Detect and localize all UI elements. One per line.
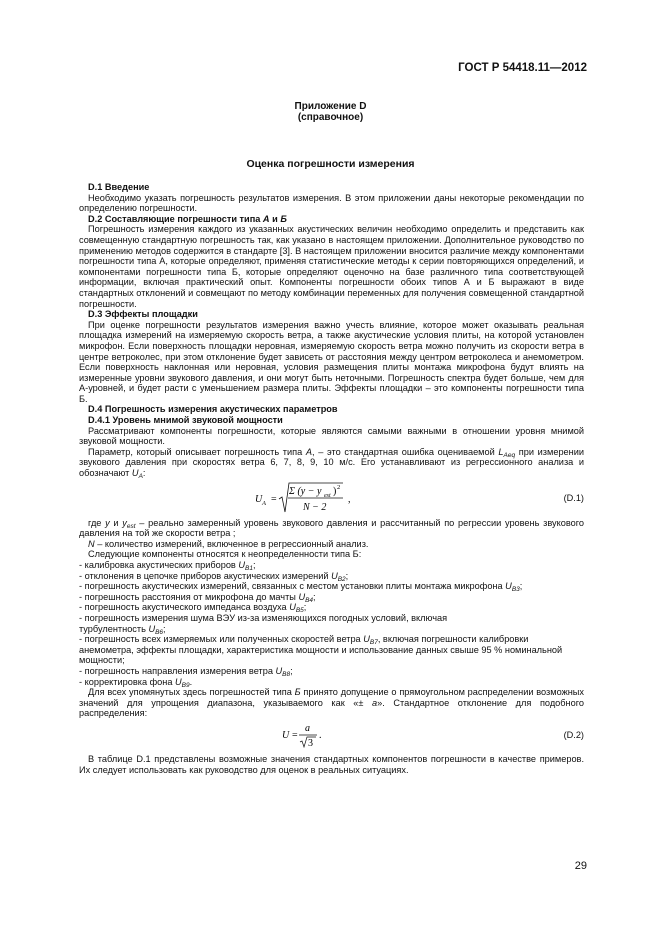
list-item-symbol: U [505,581,512,592]
section-d41-paragraph-2 [79,447,584,479]
section-d41-paragraph-1: Рассматривают компоненты погрешности, которые являются самыми важными в отношении уровня мнимой звуковой мощности. [79,425,584,447]
section-d2-title [79,214,584,225]
list-item-symbol: U [238,560,246,570]
where-n: N [88,538,95,549]
f1-num-end: ) [333,485,337,497]
section-d3-title: D.3 Эффекты площадки [88,309,198,320]
list-item-text: - погрешность измерения шума ВЭУ из-за изменяющихся погодных условий, включая [79,612,448,623]
list-item-symbol: U [298,591,306,602]
document-body [79,182,584,775]
list-item-text: - корректировка фона [79,676,176,687]
f1-num: Σ (y − y [289,485,322,497]
formula-d1-number: (D.1) [563,492,584,503]
list-item-end: ; [290,665,293,676]
d2-title-a: А [262,213,270,224]
list-intro: Следующие компоненты относятся к неопределенности типа Б: [88,549,362,560]
f2-num: a [305,722,310,734]
list-item-symbol-sub: B8 [282,670,291,678]
section-d1-title: D.1 Введение [88,182,150,192]
f2-eq: = [292,729,298,741]
f1-num-sub: est [324,492,331,499]
f1-lhs: U [255,493,263,505]
list-item-symbol-sub: B1 [245,565,253,572]
d41-p2-text-b: , – это стандартная ошибка оцениваемой [312,446,499,457]
list-item-end: ; [163,623,166,634]
d41-p2-text-c: при измерении звукового давления при скоростях ветра 6, 7, 8, 9, 10 м/с. Его устанавливают из регрессионного анализа и обозначают [79,446,584,479]
list-item-symbol: U [275,665,283,676]
f2-tail: . [319,729,322,741]
where-paragraph [79,518,584,539]
list-item [79,560,584,571]
f1-lhs-sub: A [262,499,266,507]
section-d3-paragraph: При оценке погрешности результатов измерения важно учесть влияние, которое может оказывать реальная площадка измерений на измеряемую скорость ветра, а также акустические условия плиты, на которой установлен микрофон. Если поверхность площадки неровная, измеряемую скорость ветра можно получить из скорости ветра в центре ветроколес, при этом отклонение будет зависеть от расстояния между центром ветроколеса и анемометром. Если поверхность наклонная или неровная, условия размещения плиты монтажа микрофона будут влиять на измеренные уровни звукового давления, и они могут быть неточными. Погрешность спектра будет больше, чем для А-уровней, и будет расти с уменьшением размера плиты. Эффекты площадки – это компоненты погрешности типа Б. [79,319,584,404]
para-b-type-b: Б [294,687,301,698]
standard-number: ГОСТ Р 54418.11—2012 [458,62,587,74]
formula-d2-graphic [79,722,584,748]
list-item-symbol: U [148,623,156,634]
section-d4-title: D.4 Погрешность измерения акустических параметров [88,404,338,415]
formula-d2-number: (D.2) [563,729,584,740]
list-item-symbol: U [289,602,296,613]
list-item [79,581,584,592]
list-item-text: - погрешность акустического импеданса воздуха [79,602,290,613]
list-item [79,613,584,624]
where-n-line [79,539,584,550]
list-item-text: - погрешность всех измеряемых или полученных скоростей ветра [79,634,364,645]
list-item-end: ; [313,591,316,602]
annex-heading [0,101,661,123]
list-item-symbol: U [175,676,182,687]
list-item-symbol-sub: B3 [511,586,520,594]
formula-d1-graphic [79,481,584,515]
annex-subtitle: (справочное) [297,112,364,123]
d2-title-and: и [269,213,281,224]
annex-title: Приложение D [294,101,367,112]
para-type-b [79,687,584,719]
list-item-text: - погрешность направления измерения ветра [79,665,276,676]
list-item [79,571,584,582]
d41-p2-text-a: Параметр, который описывает погрешность типа [88,446,306,457]
where-text-b: – реально замеренный уровень звукового давления и рассчитанный по регрессии уровень звукового давления на той же скорости ветра ; [79,517,584,539]
list-item-symbol-sub: B4 [305,596,314,604]
f2-den: 3 [308,737,313,748]
d41-p2-type-a: А [305,446,313,457]
f1-pow: 2 [337,483,341,491]
list-item-symbol-sub: B6 [155,628,164,636]
list-item [79,592,584,603]
f2-lhs: U [282,729,290,741]
where-yest: y [122,517,127,528]
final-paragraph: В таблице D.1 представлены возможные значения стандартных компонентов погрешности в качестве примеров. Их следует использовать как руководство для оценок в реальных ситуациях. [79,753,584,775]
f1-tail: , [348,493,351,505]
list-item-text: - погрешность акустических измерений, связанных с местом установки плиты монтажа микрофона [79,581,506,592]
list-item-symbol-sub: B2 [337,575,346,583]
where-y: y [105,517,110,528]
f1-eq: = [271,493,277,505]
list-item [79,666,584,677]
formula-d1 [79,481,584,515]
formula-d2 [79,722,584,748]
para-b-sym: a [372,697,378,708]
d41-p2-u-sub: A [138,473,143,481]
para-b-text-b: принято допущение о прямоугольном распределении возможных значений для упрощения диапазона, указываемого как «± [79,687,584,708]
list-item-end: ; [519,581,523,592]
list-item [79,677,584,688]
list-item-symbol-sub: B5 [295,607,304,615]
section-d2-paragraph: Погрешность измерения каждого из указанных акустических величин необходимо определить и представить как совмещенную стандартную погрешность так, как указано в настоящем приложении. Дополнительное руководство по применению методов содержится в стандарте [3]. В настоящем приложении вносится различие между компонентами погрешности типа А, которые определяют, применяя статистические методы к серии повторяющихся определений, и компонентами погрешности типа Б, которые определяют оценочно на базе различного типа соответствующей информации, включая практический опыт. Компоненты погрешности обоих типов А и Б выражают в виде стандартных отклонений и совмещают по методу комбинации переменных для получения совмещенной стандартной погрешности. [79,224,585,309]
list-item-end: ; [303,602,307,613]
d2-title-b: Б [280,213,287,224]
f1-den: N − 2 [303,501,327,513]
para-b-text-a: Для всех упомянутых здесь погрешностей типа [88,687,295,698]
list-item-text: турбулентность [79,623,149,634]
d41-p2-l: L [498,446,504,457]
list-item-text: - погрешность расстояния от микрофона до мачты [79,591,299,602]
section-d41-title: D.4.1 Уровень мнимой звуковой мощности [88,415,283,426]
list-item-end: , включая погрешности калибровки анемометра, эффекты площадки, характеристика мощности и использование данных свыше 95 % номинальной мощности; [79,634,563,666]
list-item-text: - калибровка акустических приборов [79,560,239,570]
d41-p2-u: U [131,468,139,479]
type-b-list [79,560,584,687]
where-yest-sub: est [126,522,136,530]
list-item-symbol: U [331,570,338,581]
list-item-symbol-sub: B7 [369,639,378,647]
list-item-text: - отклонения в цепочке приборов акустических измерений [79,570,332,581]
section-d1-paragraph: Необходимо указать погрешность результатов измерения. В этом приложении даны некоторые рекомендации по определению погрешности. [79,192,584,214]
list-item-symbol-sub: B9 [181,681,190,689]
d41-p2-l-sub: Aeq [503,451,516,459]
para-b-text-c: ». Стандартное отклонение для подобного распределения: [79,697,584,719]
list-item-symbol: U [363,634,370,645]
document-title: Оценка погрешности измерения [246,158,415,170]
list-item [79,602,584,613]
list-item [79,624,584,635]
where-and: и [109,517,123,528]
where-n-text: – количество измерений, включенное в регрессионный анализ. [94,538,369,549]
page-number: 29 [574,860,587,872]
list-item-end: ; [345,570,349,581]
list-item [79,634,584,666]
list-item-end: . [189,676,193,687]
d41-p2-text-d: : [142,468,146,479]
where-text-a: где [88,517,106,528]
list-item-end: ; [252,560,256,570]
d2-title-text: D.2 Составляющие погрешности типа [88,213,263,224]
